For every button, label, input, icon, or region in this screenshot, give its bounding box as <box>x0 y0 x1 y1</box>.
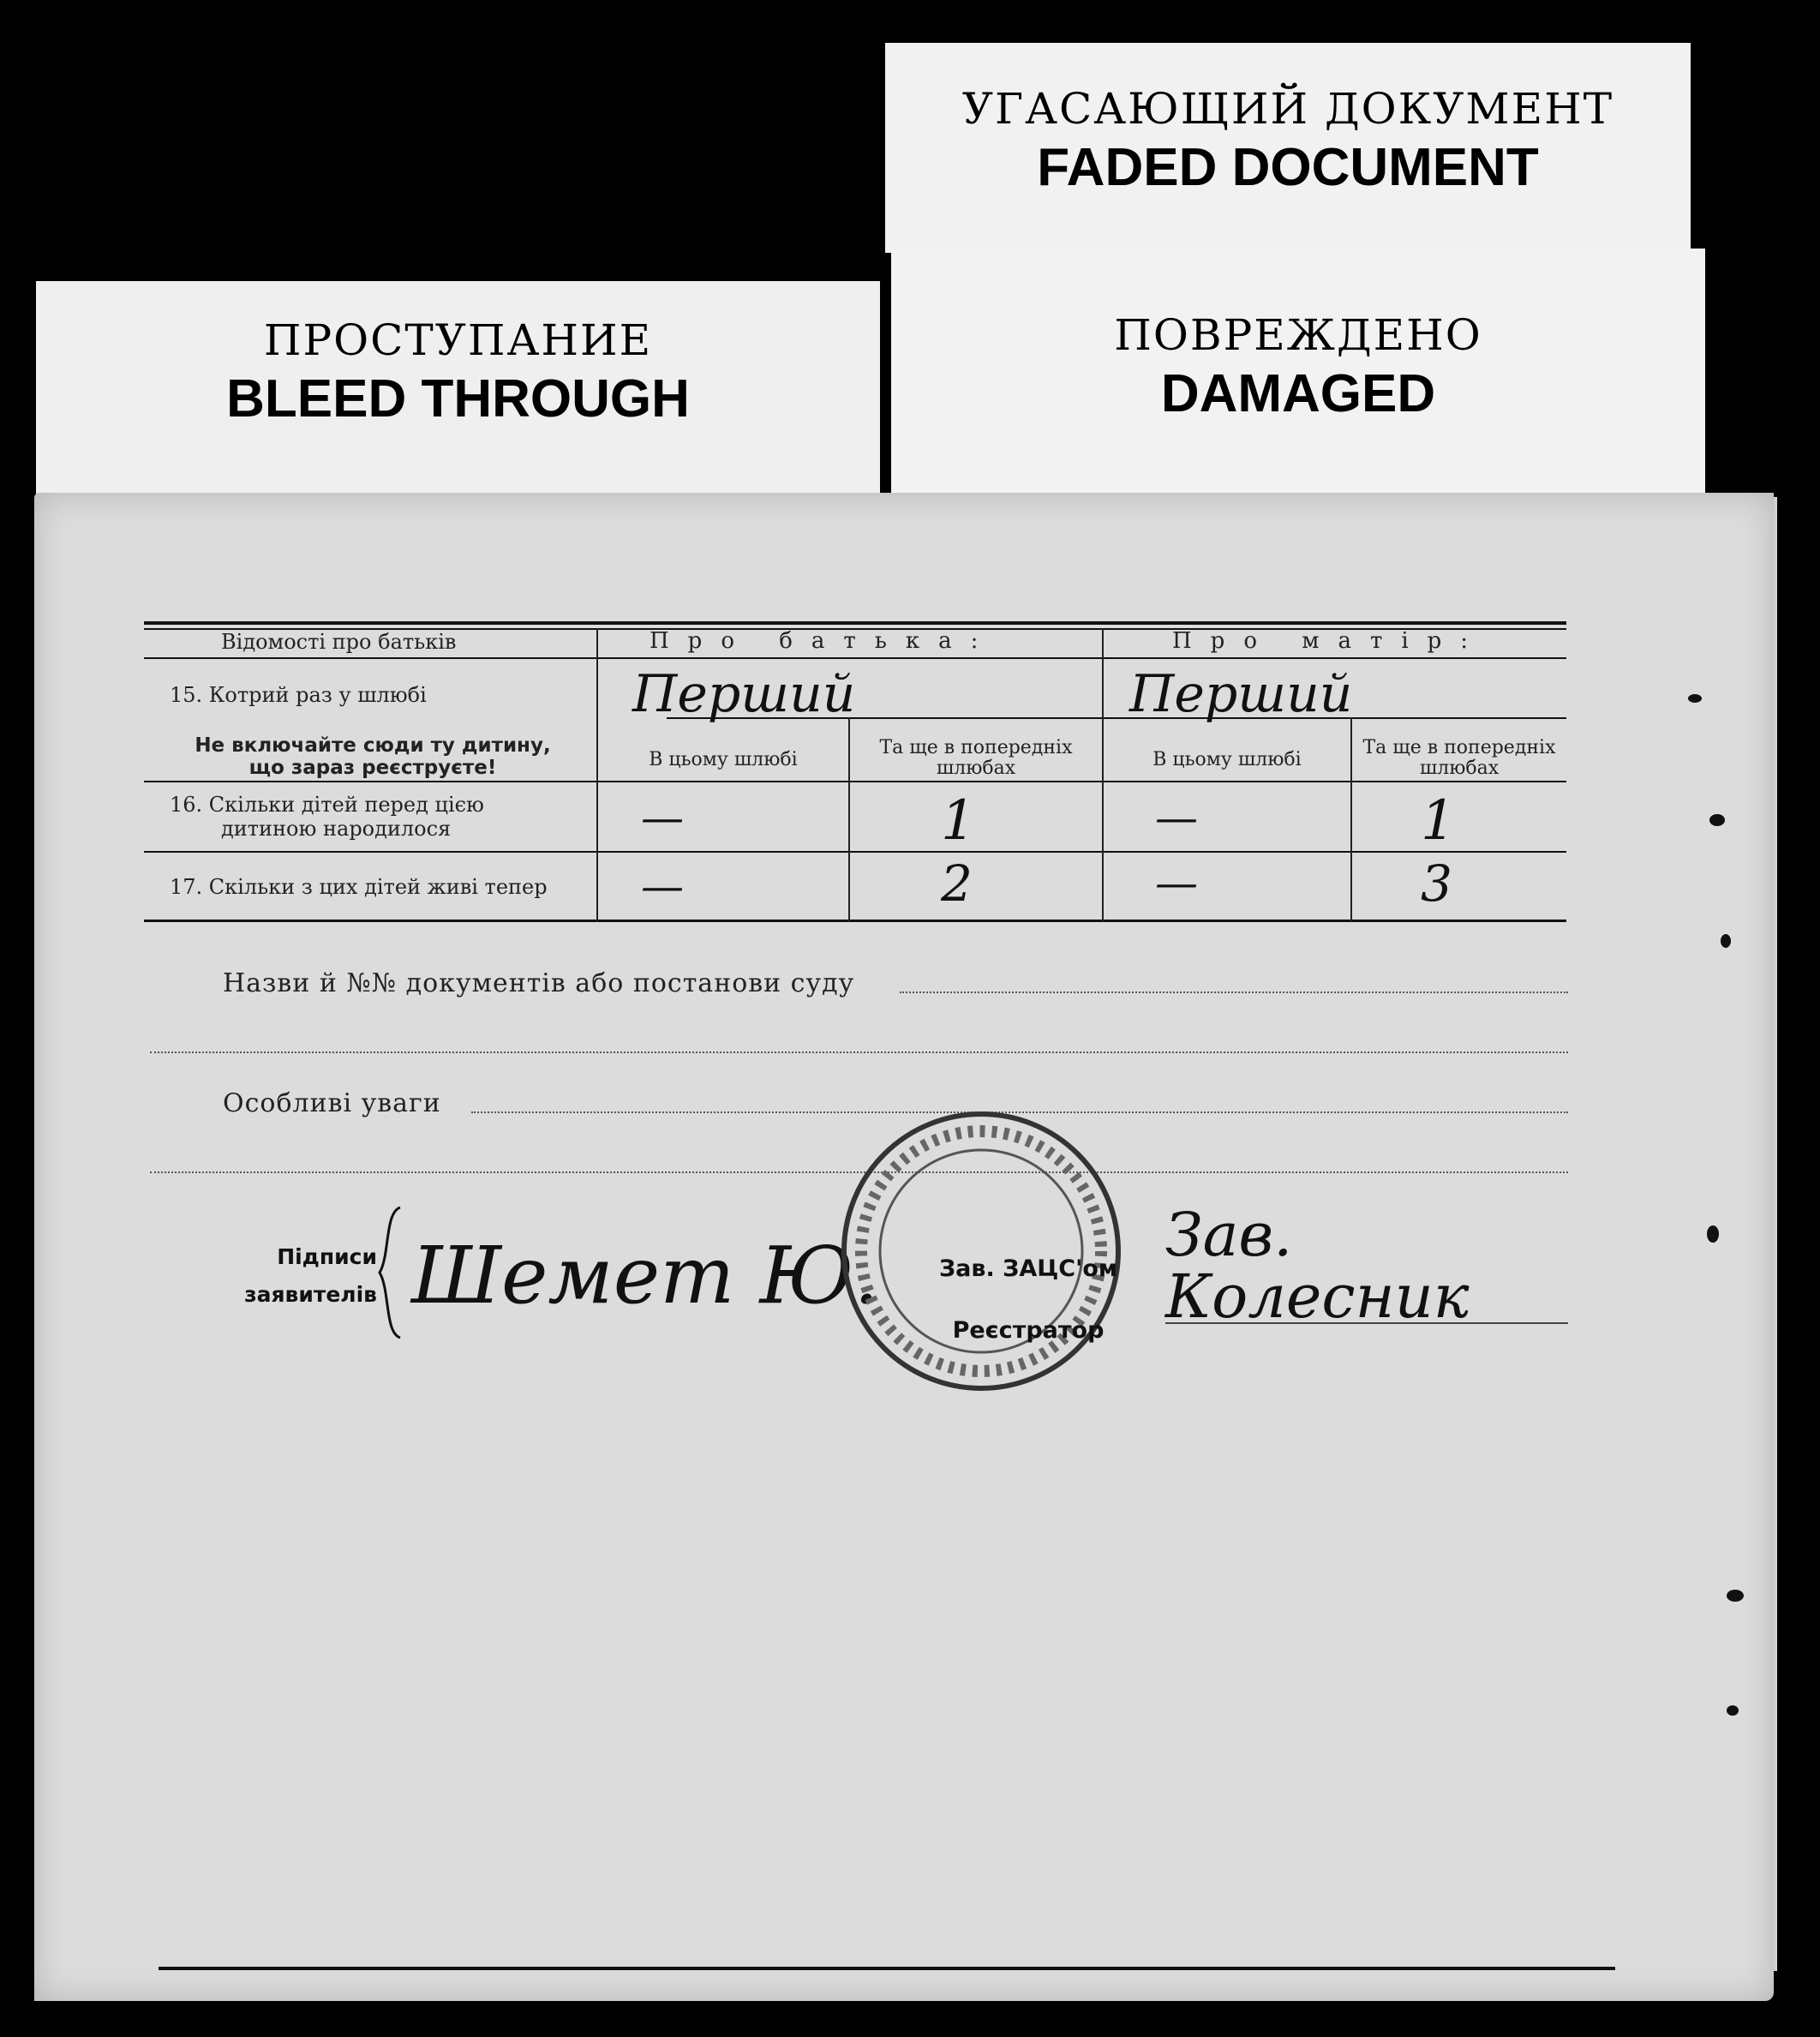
ink-spot <box>1721 934 1731 948</box>
row15-mother-value: Перший <box>1129 664 1353 724</box>
header-mother: Про матір: <box>1172 628 1488 654</box>
registrar-role-line1: Зав. ЗАЦС'ом <box>939 1255 1117 1282</box>
header-father: Про батька: <box>650 628 997 654</box>
damaged-card <box>891 249 1705 514</box>
mother-current-subheader: В цьому шлюбі <box>1152 749 1302 770</box>
col-divider-1 <box>596 628 598 921</box>
table-bottom-rule <box>144 920 1566 922</box>
document-sheet <box>34 493 1774 2001</box>
signatures-label <box>214 1238 377 1314</box>
mother-previous-line2: шлюбах <box>1419 758 1500 779</box>
ink-spot <box>1688 694 1702 703</box>
row16-label-line1: 16. Скільки дітей перед цією <box>170 793 484 817</box>
signature-brace <box>373 1204 407 1341</box>
row17-father-previous: 2 <box>941 854 973 913</box>
table-top-rule <box>144 621 1566 625</box>
col-divider-3 <box>1102 628 1104 921</box>
documents-label: Назви й №№ документів або постанови суду <box>223 968 855 998</box>
row17-label: 17. Скільки з цих дітей живі тепер <box>170 875 548 899</box>
row16-label <box>170 793 484 841</box>
damaged-en-label: DAMAGED <box>1160 364 1436 423</box>
documents-line-2 <box>150 1051 1568 1053</box>
row15-father-value: Перший <box>632 664 856 724</box>
row16-father-previous: 1 <box>941 789 976 853</box>
ink-spot <box>1727 1590 1744 1602</box>
father-previous-line2: шлюбах <box>936 758 1016 779</box>
row17-mother-previous: 3 <box>1421 854 1452 913</box>
exclusion-note-line1: Не включайте сюди ту дитину, <box>195 734 551 757</box>
faded-ru-label: УГАСАЮЩИЙ ДОКУМЕНТ <box>961 84 1614 134</box>
ink-spot <box>1707 1225 1719 1243</box>
signatures-label-line2: заявителів <box>244 1282 377 1307</box>
exclusion-note-line2: що зараз реєструєте! <box>248 757 497 779</box>
sheet-bottom-rule <box>159 1967 1615 1970</box>
documents-line-1 <box>900 992 1568 993</box>
row15-label: 15. Котрий раз у шлюбі <box>170 683 427 707</box>
special-notes-label: Особливі уваги <box>223 1088 441 1118</box>
row16-mother-current: — <box>1155 793 1198 842</box>
faded-en-label: FADED DOCUMENT <box>1037 138 1539 197</box>
ink-spot <box>1709 814 1725 826</box>
row16-father-current: — <box>641 793 684 842</box>
exclusion-note <box>154 734 591 779</box>
father-previous-line1: Та ще в попередніх <box>879 737 1073 758</box>
registrar-role <box>925 1238 1131 1362</box>
row17-father-current: — <box>641 861 684 911</box>
registrar-signature: Зав. Колесник <box>1165 1200 1470 1332</box>
row16-label-line2: дитиною народилося <box>221 817 452 841</box>
header-parents-info: Відомості про батьків <box>221 630 457 654</box>
faded-document-card <box>885 43 1691 253</box>
bleed-ru-label: ПРОСТУПАНИЕ <box>263 315 653 365</box>
mother-previous-subheader <box>1352 738 1566 779</box>
mother-previous-line1: Та ще в попередніх <box>1362 737 1556 758</box>
registrar-sign-line <box>1165 1322 1568 1324</box>
signatures-label-line1: Підписи <box>277 1244 377 1269</box>
registrar-role-line2: Реєстратор <box>952 1317 1105 1344</box>
parents-info-table <box>144 621 1566 930</box>
father-current-subheader: В цьому шлюбі <box>649 749 798 770</box>
applicant-signature: Шемет Ю. <box>411 1230 879 1321</box>
father-previous-subheader <box>850 738 1102 779</box>
header-rule <box>144 657 1566 659</box>
bleed-en-label: BLEED THROUGH <box>226 369 690 428</box>
row17-top-rule <box>144 851 1566 853</box>
row16-mother-previous: 1 <box>1421 789 1456 853</box>
row17-mother-current: — <box>1155 858 1198 908</box>
row16-top-rule <box>144 781 1566 782</box>
damaged-ru-label: ПОВРЕЖДЕНО <box>1114 310 1482 360</box>
ink-spot <box>1727 1705 1739 1716</box>
